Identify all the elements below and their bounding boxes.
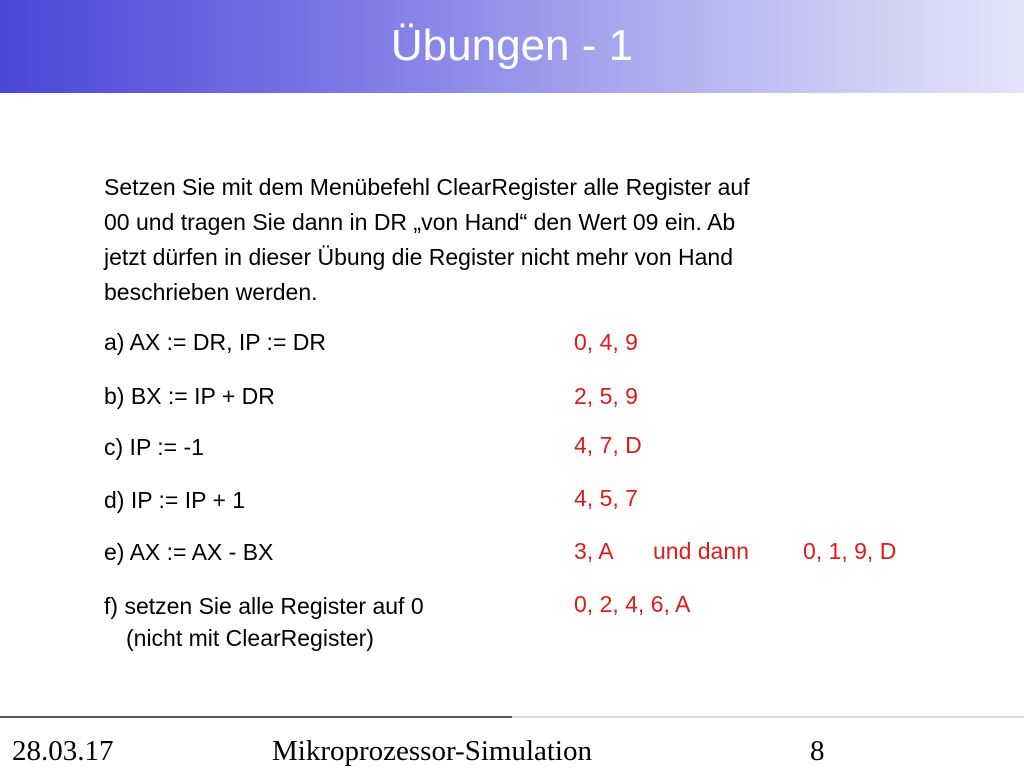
task-c: c) IP := -1 xyxy=(104,434,204,460)
intro-line: Setzen Sie mit dem Menübefehl ClearRegister alle Register auf xyxy=(104,174,750,200)
task-f: f) setzen Sie alle Register auf 0 xyxy=(104,593,424,619)
task-b: b) BX := IP + DR xyxy=(104,383,275,409)
intro-line: jetzt dürfen in dieser Übung die Register nicht mehr von Hand xyxy=(104,244,734,270)
footer-page-number: 8 xyxy=(810,735,825,767)
task-a: a) AX := DR, IP := DR xyxy=(104,329,326,355)
answer-e-mid: und dann xyxy=(653,538,749,564)
answer-f: 0, 2, 4, 6, A xyxy=(574,591,691,617)
answer-a: 0, 4, 9 xyxy=(574,329,638,355)
intro-line: beschrieben werden. xyxy=(104,279,318,305)
footer-title: Mikroprozessor-Simulation xyxy=(272,735,592,767)
footer-date: 28.03.17 xyxy=(12,735,114,767)
footer-divider xyxy=(0,716,1024,718)
answer-e-tail: 0, 1, 9, D xyxy=(803,538,897,564)
answer-e: 3, A xyxy=(574,538,614,564)
answer-c: 4, 7, D xyxy=(574,432,642,458)
intro-line: 00 und tragen Sie dann in DR „von Hand“ den Wert 09 ein. Ab xyxy=(104,209,736,235)
slide-title: Übungen - 1 xyxy=(390,21,634,70)
answer-d: 4, 5, 7 xyxy=(574,485,638,511)
task-d: d) IP := IP + 1 xyxy=(104,487,246,513)
task-e: e) AX := AX - BX xyxy=(104,539,274,565)
task-f-line2: (nicht mit ClearRegister) xyxy=(126,625,374,651)
intro-paragraph xyxy=(104,170,924,310)
answer-b: 2, 5, 9 xyxy=(574,383,638,409)
